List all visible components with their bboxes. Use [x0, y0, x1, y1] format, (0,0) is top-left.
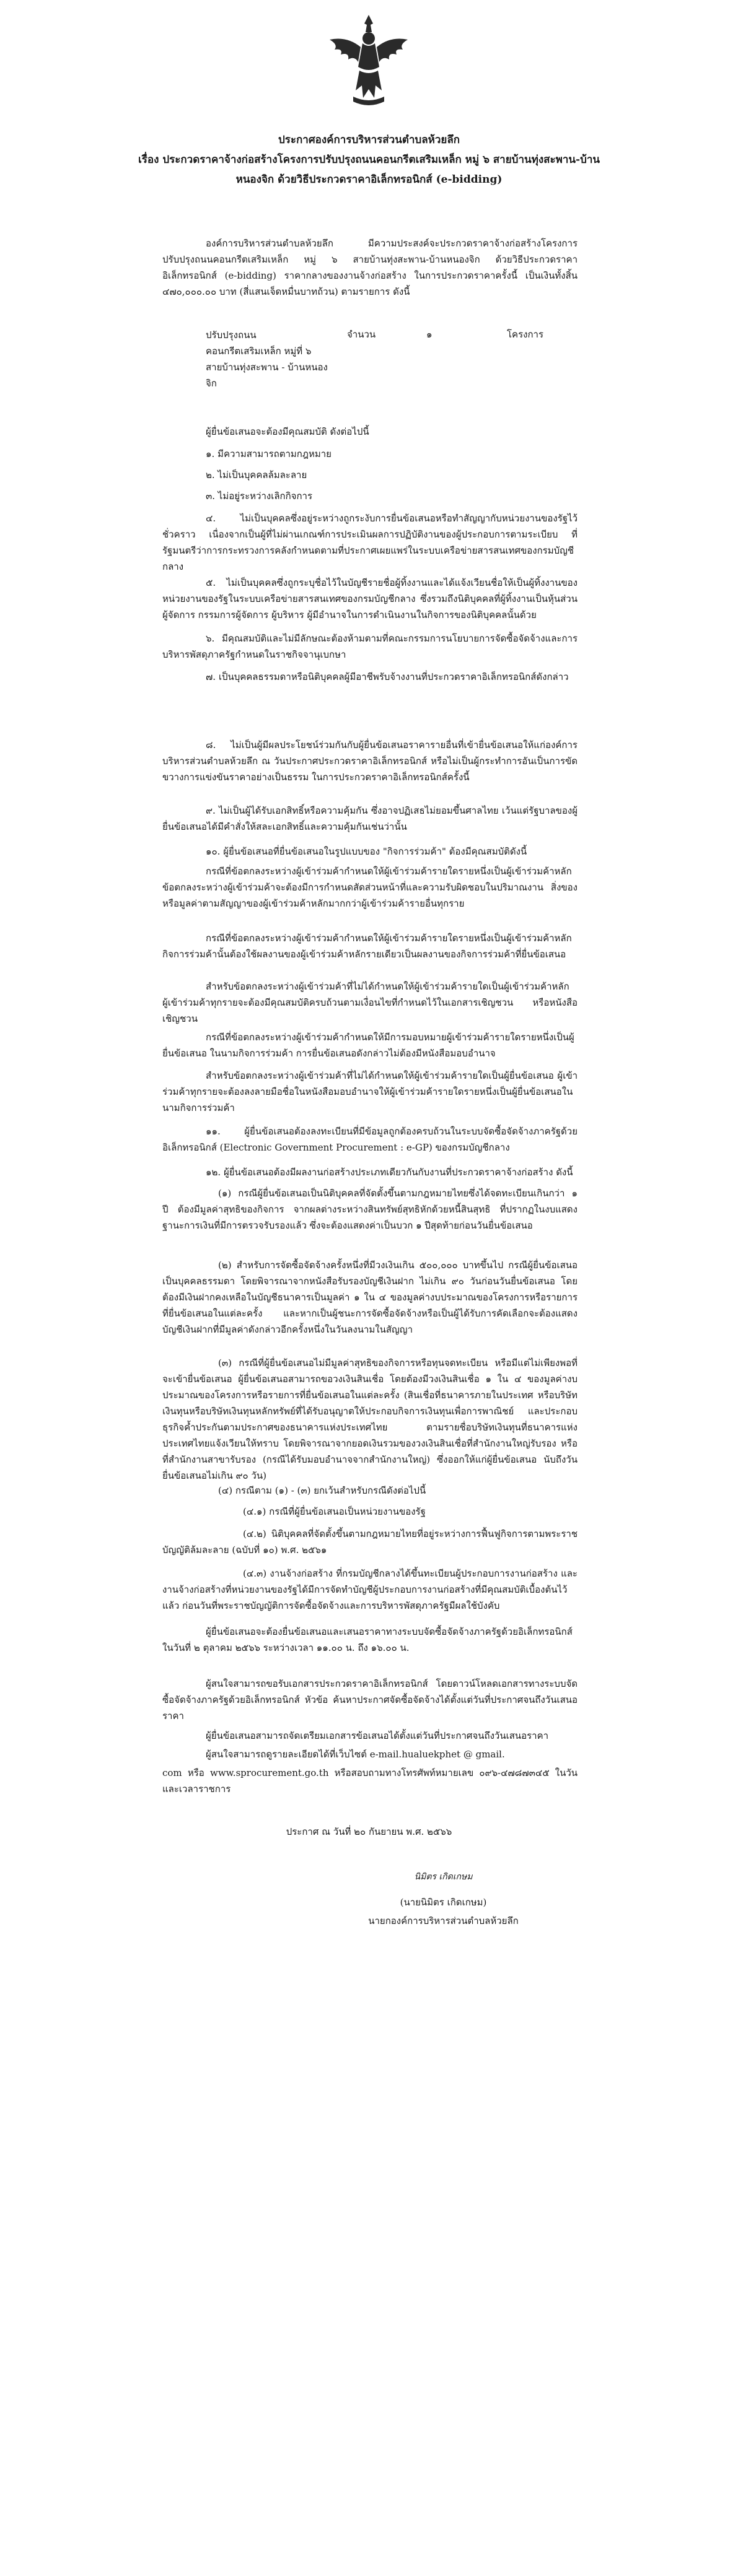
qualification-5: ๕. ไม่เป็นบุคคลซึ่งถูกระบุชื่อไว้ในบัญชีรายชื่อผู้ทิ้งงานและได้แจ้งเวียนชื่อให้เป็นผู้ทิ้งงานของหน่วยงานของรัฐในระบบเครือข่ายสารสนเทศของกรมบัญชีกลาง ซึ่งรวมถึงนิติบุคคลที่ผู้ทิ้งงานเป็นหุ้นส่วนผู้จัดการ กรรมการผู้จัดการ ผู้บริหาร ผู้มีอำนาจในการดำเนินงานในกิจการของนิติบุคคลนั้นด้วย [162, 577, 578, 620]
document-download-paragraph: ผู้สนใจสามารถขอรับเอกสารประกวดราคาอิเล็กทรอนิกส์ โดยดาวน์โหลดเอกสารทางระบบจัดซื้อจัดจ้างภาครัฐด้วยอิเล็กทรอนิกส์ หัวข้อ ค้นหาประกาศจัดซื้อจัดจ้างได้ตั้งแต่วันที่ประกาศจนถึงวันเสนอราคา [162, 1678, 578, 1721]
qualification-12-1: (๑) กรณีผู้ยื่นข้อเสนอเป็นนิติบุคคลที่จัดตั้งขึ้นตามกฎหมายไทยซึ่งได้จดทะเบียนเกินกว่า ๑ ปี ต้องมีมูลค่าสุทธิของกิจการ จากผลต่างระหว่างสินทรัพย์สุทธิหักด้วยหนี้สินสุทธิ ที่ปรากฏในงบแสดงฐานะการเงินที่มีการตรวจรับรองแล้ว ซึ่งจะต้องแสดงค่าเป็นบวก ๑ ปีสุดท้ายก่อนวันยื่นข้อเสนอ [162, 1188, 578, 1231]
signatory-name: (นายนิมิตร เกิดเกษม) [400, 1897, 487, 1908]
qualification-4: ๔. ไม่เป็นบุคคลซึ่งอยู่ระหว่างถูกระงับการยื่นข้อเสนอหรือทำสัญญากับหน่วยงานของรัฐไว้ชั่วคราว เนื่องจากเป็นผู้ที่ไม่ผ่านเกณฑ์การประเมินผลการปฏิบัติงานของผู้ประกอบการตามระเบียบ ที่รัฐมนตรีว่าการกระทรวงการคลังกำหนดตามที่ประกาศเผยแพร่ในระบบเครือข่ายสารสนเทศของกรมบัญชีกลาง [162, 513, 578, 572]
announce-date: ประกาศ ณ วันที่ ๒๐ กันยายน พ.ศ. ๒๕๖๖ [286, 1826, 452, 1837]
item-name-line: ปรับปรุงถนน [206, 329, 257, 341]
qualification-12-3: (๓) กรณีที่ผู้ยื่นข้อเสนอไม่มีมูลค่าสุทธิของกิจการหรือทุนจดทะเบียน หรือมีแต่ไม่เพียงพอที่จะเข้ายื่นข้อเสนอ ผู้ยื่นข้อเสนอสามารถขอวงเงินสินเชื่อ โดยต้องมีวงเงินสินเชื่อ ๑ ใน ๔ ของมูลค่างบประมาณของโครงการหรือรายการที่ยื่นข้อเสนอในแต่ละครั้ง (สินเชื่อที่ธนาคารภายในประเทศ หรือบริษัทเงินทุนหรือบริษัทเงินทุนหลักทรัพย์ที่ได้รับอนุญาตให้ประกอบกิจการเงินทุนเพื่อการพาณิชย์ และประกอบธุรกิจค้ำประกันตามประกาศของธนาคารแห่งประเทศไทย ตามรายชื่อบริษัทเงินทุนที่ธนาคารแห่งประเทศไทยแจ้งเวียนให้ทราบ โดยพิจารณาจากยอดเงินรวมของวงเงินสินเชื่อที่สำนักงานใหญ่รับรอง หรือที่สำนักงานสาขารับรอง (กรณีได้รับมอบอำนาจจากสำนักงานใหญ่) ซึ่งออกให้แก่ผู้ยื่นข้อเสนอ นับถึงวันยื่นข้อเสนอไม่เกิน ๙๐ วัน) [162, 1357, 578, 1481]
signature: นิมิตร เกิดเกษม [414, 1872, 473, 1882]
qualification-10c: สำหรับข้อตกลงระหว่างผู้เข้าร่วมค้าที่ไม่ได้กำหนดให้ผู้เข้าร่วมค้ารายใดเป็นผู้เข้าร่วมค้าหลัก ผู้เข้าร่วมค้าทุกรายจะต้องมีคุณสมบัติครบถ้วนตามเงื่อนไขที่กำหนดไว้ในเอกสารเชิญชวน หรือหนังสือเชิญชวน [162, 981, 578, 1024]
item-unit: โครงการ [507, 329, 544, 340]
item-name-line: คอนกรีตเสริมเหล็ก หมู่ที่ ๖ [206, 346, 312, 357]
garuda-emblem-icon [322, 11, 415, 110]
qualification-12-4: (๔) กรณีตาม (๑) - (๓) ยกเว้นสำหรับกรณีดังต่อไปนี้ [218, 1485, 426, 1496]
qualification-1: ๑. มีความสามารถตามกฎหมาย [206, 448, 332, 459]
submission-paragraph: ผู้ยื่นข้อเสนอจะต้องยื่นข้อเสนอและเสนอราคาทางระบบจัดซื้อจัดจ้างภาครัฐด้วยอิเล็กทรอนิกส์ ในวันที่ ๒ ตุลาคม ๒๕๖๖ ระหว่างเวลา ๑๑.๐๐ น. ถึง ๑๖.๐๐ น. [162, 1626, 573, 1653]
item-qty-label: จำนวน [347, 329, 376, 340]
contact-line-1: ผู้สนใจสามารถดูรายละเอียดได้ที่เว็บไซต์ e-mail.hualuekphet @ gmail. [206, 1749, 505, 1760]
contact-line-2: com หรือ www.sprocurement.go.th หรือสอบถามทางโทรศัพท์หมายเลข ๐๙๖-๔๗๘๗๓๔๕ ในวันและเวลาราชการ [162, 1767, 578, 1795]
subject-line-1: เรื่อง ประกวดราคาจ้างก่อสร้างโครงการปรับปรุงถนนคอนกรีตเสริมเหล็ก หมู่ ๖ สายบ้านทุ่งสะพาน-บ้าน [138, 154, 600, 166]
qualification-6: ๖. มีคุณสมบัติและไม่มีลักษณะต้องห้ามตามที่คณะกรรมการนโยบายการจัดซื้อจัดจ้างและการบริหารพัสดุภาครัฐกำหนดในราชกิจจานุเบกษา [162, 633, 578, 660]
qualification-heading: ผู้ยื่นข้อเสนอจะต้องมีคุณสมบัติ ดังต่อไปนี้ [206, 426, 369, 437]
qualification-10a: กรณีที่ข้อตกลงระหว่างผู้เข้าร่วมค้ากำหนดให้ผู้เข้าร่วมค้ารายใดรายหนึ่งเป็นผู้เข้าร่วมค้าหลัก ข้อตกลงระหว่างผู้เข้าร่วมค้าจะต้องมีการกำหนดสัดส่วนหน้าที่และความรับผิดชอบในปริมาณงาน สิ่งของ หรือมูลค่าตามสัญญาของผู้เข้าร่วมค้าหลักมากกว่าผู้เข้าร่วมค้ารายอื่นทุกราย [162, 866, 578, 909]
qualification-10b: กรณีที่ข้อตกลงระหว่างผู้เข้าร่วมค้ากำหนดให้ผู้เข้าร่วมค้ารายใดรายหนึ่งเป็นผู้เข้าร่วมค้าหลัก กิจการร่วมค้านั้นต้องใช้ผลงานของผู้เข้าร่วมค้าหลักรายเดียวเป็นผลงานของกิจการร่วมค้าที่ยื่นข้อเสนอ [162, 933, 572, 960]
signatory-position: นายกองค์การบริหารส่วนตำบลห้วยลึก [368, 1915, 519, 1926]
qualification-2: ๒. ไม่เป็นบุคคลล้มละลาย [206, 469, 307, 481]
item-name-line: สายบ้านทุ่งสะพาน - บ้านหนอง [206, 362, 328, 373]
item-name [206, 327, 328, 391]
qualification-10e: สำหรับข้อตกลงระหว่างผู้เข้าร่วมค้าที่ไม่ได้กำหนดให้ผู้เข้าร่วมค้ารายใดเป็นผู้ยื่นข้อเสนอ ผู้เข้าร่วมค้าทุกรายจะต้องลงลายมือชื่อในหนังสือมอบอำนาจให้ผู้เข้าร่วมค้ารายใดรายหนึ่งเป็นผู้ยื่นข้อเสนอในนามกิจการร่วมค้า [162, 1070, 578, 1113]
preparation-paragraph: ผู้ยื่นข้อเสนอสามารถจัดเตรียมเอกสารข้อเสนอได้ตั้งแต่วันที่ประกาศจนถึงวันเสนอราคา [206, 1730, 549, 1741]
intro-paragraph: องค์การบริหารส่วนตำบลห้วยลึก มีความประสงค์จะประกวดราคาจ้างก่อสร้างโครงการปรับปรุงถนนคอนกรีตเสริมเหล็ก หมู่ ๖ สายบ้านทุ่งสะพาน-บ้านหนองจิก ด้วยวิธีประกวดราคาอิเล็กทรอนิกส์ (e-bidding) ราคากลางของงานจ้างก่อสร้าง ในการประกวดราคาครั้งนี้ เป็นเงินทั้งสิ้น ๔๗๐,๐๐๐.๐๐ บาท (สี่แสนเจ็ดหมื่นบาทถ้วน) ตามรายการ ดังนี้ [162, 238, 578, 297]
qualification-12: ๑๒. ผู้ยื่นข้อเสนอต้องมีผลงานก่อสร้างประเภทเดียวกันกับงานที่ประกวดราคาจ้างก่อสร้าง ดังนี้ [206, 1167, 573, 1178]
qualification-12-4-2: (๔.๒) นิติบุคคลที่จัดตั้งขึ้นตามกฎหมายไทยที่อยู่ระหว่างการฟื้นฟูกิจการตามพระราชบัญญัติล้มละลาย (ฉบับที่ ๑๐) พ.ศ. ๒๕๖๑ [162, 1528, 578, 1556]
qualification-8: ๘. ไม่เป็นผู้มีผลประโยชน์ร่วมกันกับผู้ยื่นข้อเสนอราคารายอื่นที่เข้ายื่นข้อเสนอให้แก่องค์การบริหารส่วนตำบลห้วยลึก ณ วันประกาศประกวดราคาอิเล็กทรอนิกส์ หรือไม่เป็นผู้กระทำการอันเป็นการขัดขวางการแข่งขันราคาอย่างเป็นธรรม ในการประกวดราคาอิเล็กทรอนิกส์ครั้งนี้ [162, 739, 578, 783]
qualification-3: ๓. ไม่อยู่ระหว่างเลิกกิจการ [206, 490, 313, 502]
qualification-9: ๙. ไม่เป็นผู้ได้รับเอกสิทธิ์หรือความคุ้มกัน ซึ่งอาจปฏิเสธไม่ยอมขึ้นศาลไทย เว้นแต่รัฐบาลของผู้ยื่นข้อเสนอได้มีคำสั่งให้สละเอกสิทธิ์และความคุ้มกันเช่นว่านั้น [162, 805, 578, 832]
qualification-11: ๑๑. ผู้ยื่นข้อเสนอต้องลงทะเบียนที่มีข้อมูลถูกต้องครบถ้วนในระบบจัดซื้อจัดจ้างภาครัฐด้วยอิเล็กทรอนิกส์ (Electronic Government Procurement : e-GP) ของกรมบัญชีกลาง [162, 1126, 578, 1153]
item-qty: ๑ [426, 329, 433, 340]
item-name-line: จิก [206, 378, 217, 389]
qualification-10d: กรณีที่ข้อตกลงระหว่างผู้เข้าร่วมค้ากำหนดให้มีการมอบหมายผู้เข้าร่วมค้ารายใดรายหนึ่งเป็นผู้ยื่นข้อเสนอ ในนามกิจการร่วมค้า การยื่นข้อเสนอดังกล่าวไม่ต้องมีหนังสือมอบอำนาจ [162, 1032, 574, 1059]
qualification-12-4-3: (๔.๓) งานจ้างก่อสร้าง ที่กรมบัญชีกลางได้ขึ้นทะเบียนผู้ประกอบการงานก่อสร้าง และงานจ้างก่อสร้างที่หน่วยงานของรัฐได้มีการจัดทำบัญชีผู้ประกอบการงานก่อสร้างที่มีคุณสมบัติเบื้องต้นไว้แล้ว ก่อนวันที่พระราชบัญญัติการจัดซื้อจัดจ้างและการบริหารพัสดุภาครัฐมีผลใช้บังคับ [162, 1568, 578, 1611]
qualification-10: ๑๐. ผู้ยื่นข้อเสนอที่ยื่นข้อเสนอในรูปแบบของ "กิจการร่วมค้า" ต้องมีคุณสมบัติดังนี้ [206, 846, 527, 857]
qualification-12-4-1: (๔.๑) กรณีที่ผู้ยื่นข้อเสนอเป็นหน่วยงานของรัฐ [243, 1506, 426, 1517]
subject-line-2: หนองจิก ด้วยวิธีประกวดราคาอิเล็กทรอนิกส์ (e-bidding) [235, 173, 503, 186]
org-title: ประกาศองค์การบริหารส่วนตำบลห้วยลึก [278, 134, 460, 146]
qualification-12-2: (๒) สำหรับการจัดซื้อจัดจ้างครั้งหนึ่งที่มีวงเงินเกิน ๕๐๐,๐๐๐ บาทขึ้นไป กรณีผู้ยื่นข้อเสนอเป็นบุคคลธรรมดา โดยพิจารณาจากหนังสือรับรองบัญชีเงินฝาก ไม่เกิน ๙๐ วันก่อนวันยื่นข้อเสนอ โดยต้องมีเงินฝากคงเหลือในบัญชีธนาคารเป็นมูลค่า ๑ ใน ๔ ของมูลค่างบประมาณของโครงการหรือรายการที่ยื่นข้อเสนอในแต่ละครั้ง และหากเป็นผู้ชนะการจัดซื้อจัดจ้างหรือเป็นผู้ได้รับการคัดเลือกจะต้องแสดงบัญชีเงินฝากที่มีมูลค่าดังกล่าวอีกครั้งหนึ่งในวันลงนามในสัญญา [162, 1260, 578, 1335]
qualification-7: ๗. เป็นบุคคลธรรมดาหรือนิติบุคคลผู้มีอาชีพรับจ้างงานที่ประกวดราคาอิเล็กทรอนิกส์ดังกล่าว [206, 671, 569, 682]
